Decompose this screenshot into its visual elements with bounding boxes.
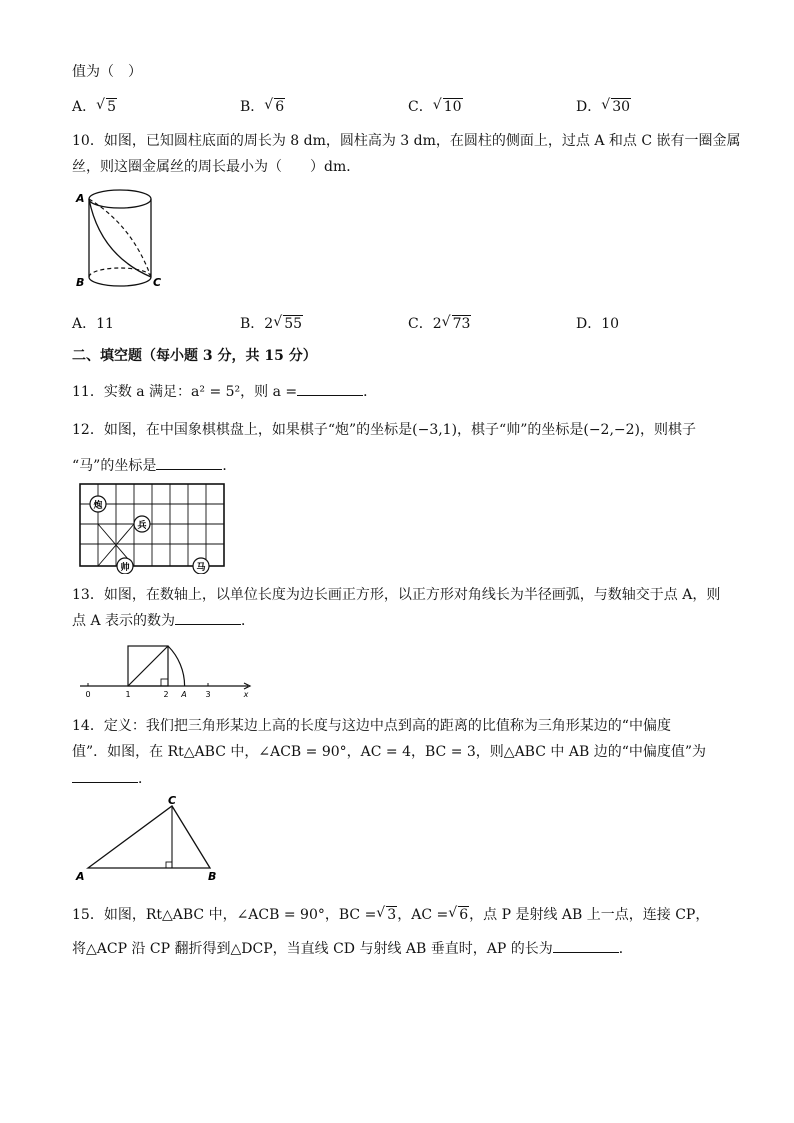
q10-option-c[interactable]: C．2 √ 73 bbox=[408, 314, 471, 332]
svg-text:马: 马 bbox=[196, 563, 206, 573]
q9-option-c[interactable]: C． √ 10 bbox=[408, 97, 462, 115]
label-a: A bbox=[76, 870, 85, 883]
answer-blank[interactable] bbox=[553, 938, 619, 953]
q12-line1: 12．如图，在中国象棋棋盘上，如果棋子“炮”的坐标是(−3,1)，棋子“帅”的坐标是(−2,−2)，则棋子 bbox=[72, 422, 697, 438]
radius-arc bbox=[168, 646, 185, 686]
q13-line2: 点 A 表示的数为 ． bbox=[72, 610, 255, 631]
q15-line2: 将△ACP 沿 CP 翻折得到△DCP，当直线 CD 与射线 AB 垂直时，AP 的长为 ． bbox=[72, 938, 633, 959]
sqrt-symbol: √ 30 bbox=[601, 97, 631, 115]
sqrt-symbol: √ 6 bbox=[264, 97, 285, 115]
q11-text: 11．实数 a 满足：a² = 5²，则 a = ． bbox=[72, 381, 377, 402]
svg-text:帅: 帅 bbox=[120, 563, 130, 573]
answer-blank[interactable] bbox=[156, 455, 222, 470]
q10-line2: 丝，则这圈金属丝的周长最小为（ ）dm． bbox=[72, 159, 361, 175]
chess-board-figure bbox=[76, 482, 228, 574]
q10-option-d[interactable]: D．10 bbox=[576, 316, 620, 332]
q10-option-b[interactable]: B．2 √ 55 bbox=[240, 314, 303, 332]
q9-tail: 值为（ ） bbox=[72, 64, 142, 80]
label-a: A bbox=[76, 192, 85, 205]
q9-option-a[interactable]: A． √ 5 bbox=[72, 97, 117, 115]
triangle-figure bbox=[72, 792, 224, 884]
label-c: C bbox=[168, 794, 177, 807]
answer-blank[interactable] bbox=[72, 768, 138, 783]
square-diagonal bbox=[128, 646, 168, 686]
cylinder-bottom-front bbox=[89, 277, 151, 286]
q10-option-a[interactable]: A．11 bbox=[72, 316, 114, 332]
tick-0: 0 bbox=[85, 690, 91, 699]
right-angle-mark bbox=[166, 862, 172, 868]
piece-bing bbox=[134, 516, 150, 532]
answer-blank[interactable] bbox=[297, 381, 363, 396]
piece-pao bbox=[90, 496, 106, 512]
triangle-abc bbox=[88, 806, 210, 868]
q9-option-d[interactable]: D． √ 30 bbox=[576, 97, 631, 115]
q12-line2: “马”的坐标是 ． bbox=[72, 455, 236, 476]
sqrt-symbol: √ 73 bbox=[441, 314, 471, 332]
sqrt-symbol: √ 10 bbox=[432, 97, 462, 115]
section-title: 二、填空题（每小题 3 分，共 15 分） bbox=[72, 348, 317, 364]
tick-1: 1 bbox=[125, 690, 131, 699]
sqrt-symbol: √ 5 bbox=[96, 97, 117, 115]
tick-3: 3 bbox=[205, 690, 211, 699]
q13-line1: 13．如图，在数轴上，以单位长度为边长画正方形，以正方形对角线长为半径画弧，与数轴交于点 A，则 bbox=[72, 587, 721, 603]
tick-2: 2 bbox=[163, 690, 169, 699]
sqrt-symbol: √ 6 bbox=[448, 905, 469, 923]
tick-a: A bbox=[181, 690, 187, 699]
wire-front bbox=[89, 199, 151, 277]
cylinder-top-ellipse bbox=[89, 190, 151, 208]
svg-text:兵: 兵 bbox=[137, 521, 147, 531]
label-c: C bbox=[153, 276, 162, 289]
wire-back bbox=[89, 199, 151, 277]
q15-line1: 15．如图，Rt△ABC 中，∠ACB = 90°，BC = √ 3，AC = √ 6，点 P 是射线 AB 上一点，连接 CP， bbox=[72, 905, 710, 923]
piece-ma bbox=[193, 558, 209, 574]
number-line-figure bbox=[76, 638, 256, 700]
axis-label-x: x bbox=[243, 690, 249, 699]
sqrt-symbol: √ 55 bbox=[273, 314, 303, 332]
piece-shuai bbox=[117, 558, 133, 574]
sqrt-symbol: √ 3 bbox=[376, 905, 397, 923]
q10-line1: 10．如图，已知圆柱底面的周长为 8 dm，圆柱高为 3 dm，在圆柱的侧面上，过点 A 和点 C 嵌有一圈金属 bbox=[72, 133, 741, 149]
answer-blank[interactable] bbox=[175, 610, 241, 625]
cylinder-figure bbox=[72, 185, 172, 297]
q14-line2: 值”．如图，在 Rt△ABC 中，∠ACB = 90°，AC = 4，BC = 3，则△ABC 中 AB 边的“中偏度值”为 bbox=[72, 744, 707, 760]
label-b: B bbox=[208, 870, 217, 883]
q14-line3: ． bbox=[72, 768, 152, 789]
right-angle-mark bbox=[161, 679, 168, 686]
label-b: B bbox=[76, 276, 85, 289]
q14-line1: 14．定义：我们把三角形某边上高的长度与这边中点到高的距离的比值称为三角形某边的“中偏度 bbox=[72, 718, 671, 734]
q9-option-b[interactable]: B． √ 6 bbox=[240, 97, 285, 115]
svg-text:炮: 炮 bbox=[93, 501, 103, 511]
